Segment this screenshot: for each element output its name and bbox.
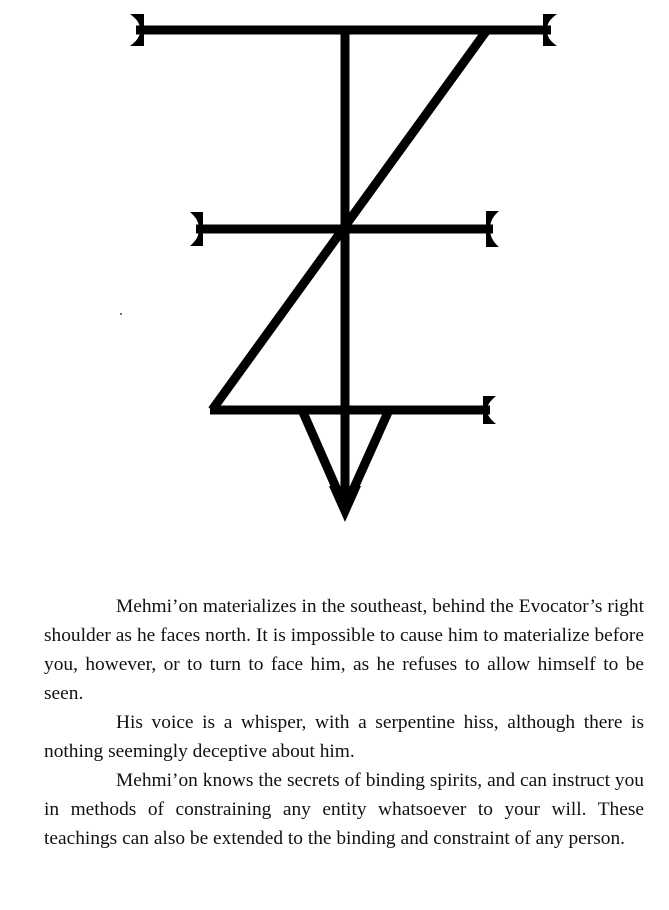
paragraph: Mehmi’on materializes in the southeast, behind the Evocator’s right shoulder as he faces north. It is impossible to cause him to materialize before you, however, or to turn to face him, as he refuses to allow himself to be seen. bbox=[44, 596, 644, 704]
body-text bbox=[44, 592, 644, 853]
paragraph: His voice is a whisper, with a serpentine hiss, although there is nothing seemingly deceptive about him. bbox=[44, 712, 644, 762]
stray-ink-dot bbox=[120, 313, 122, 315]
paragraph: Mehmi’on knows the secrets of binding spirits, and can instruct you in methods of constraining any entity whatsoever to your will. These teachings can also be extended to the binding and constraint of any person. bbox=[44, 770, 644, 849]
